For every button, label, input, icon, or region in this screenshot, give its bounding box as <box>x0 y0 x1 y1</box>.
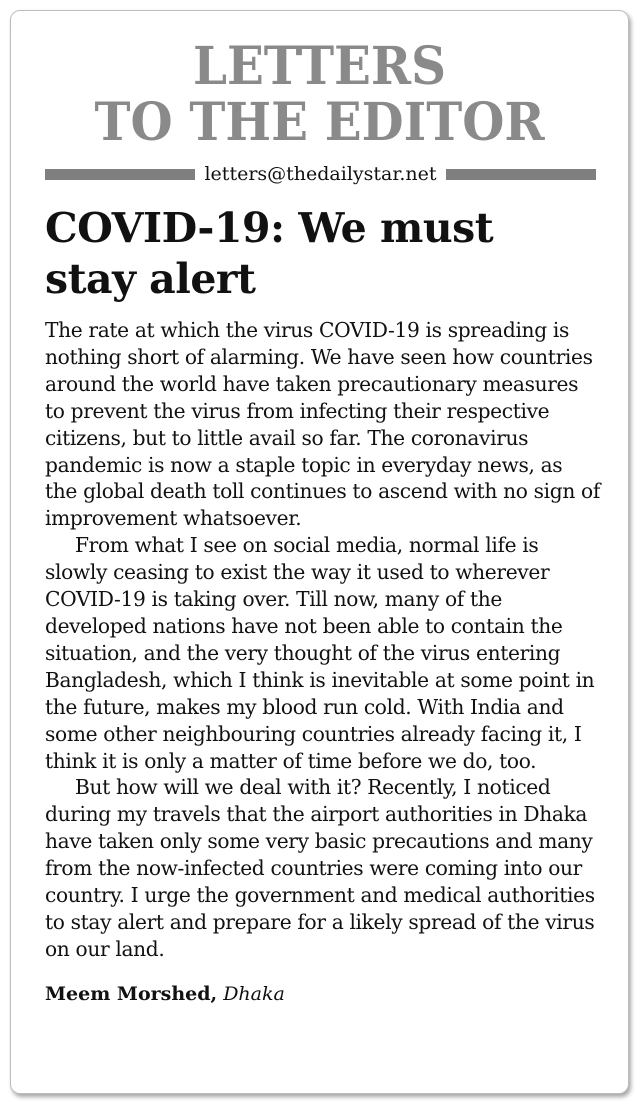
article-headline <box>45 203 598 305</box>
author-name: Meem Morshed, <box>45 982 218 1005</box>
masthead-line-1: LETTERS <box>192 36 447 97</box>
paragraph-2: From what I see on social media, normal life is slowly ceasing to exist the way it used to wherever COVID-19 is taking over. Till now, many of the developed nations have not been able to contain the situation, and the very thought of the virus entering Bangladesh, which I think is inevitable at some point in the future, makes my blood run cold. With India and some other neighbouring countries already facing it, I think it is only a matter of time before we do, too. <box>45 533 595 773</box>
paragraph-3: But how will we deal with it? Recently, I noticed during my travels that the airport authorities in Dhaka have taken only some very basic precautions and many from the now-infected countries were coming into our country. I urge the government and medical authorities to stay alert and prepare for a likely spread of the virus on our land. <box>45 775 595 961</box>
masthead-line-2: TO THE EDITOR <box>94 92 545 153</box>
masthead <box>33 36 607 153</box>
signoff <box>45 983 598 1005</box>
headline-line-1: COVID-19: We must <box>45 204 494 252</box>
letter-card <box>10 10 629 1094</box>
editor-email-link[interactable]: letters@thedailystar.net <box>204 163 437 185</box>
paragraph-1: The rate at which the virus COVID-19 is spreading is nothing short of alarming. We have seen how countries around the world have taken precautionary measures to prevent the virus from infecting their respective citizens, but to little avail so far. The coronavirus pandemic is now a staple topic in everyday news, as the global death toll continues to ascend with no sign of improvement whatsoever. <box>45 318 600 531</box>
right-rule <box>446 169 596 180</box>
left-rule <box>45 169 195 180</box>
headline-line-2: stay alert <box>45 255 256 303</box>
author-location: Dhaka <box>223 982 285 1005</box>
email-row <box>45 161 596 187</box>
article-body <box>45 317 600 963</box>
